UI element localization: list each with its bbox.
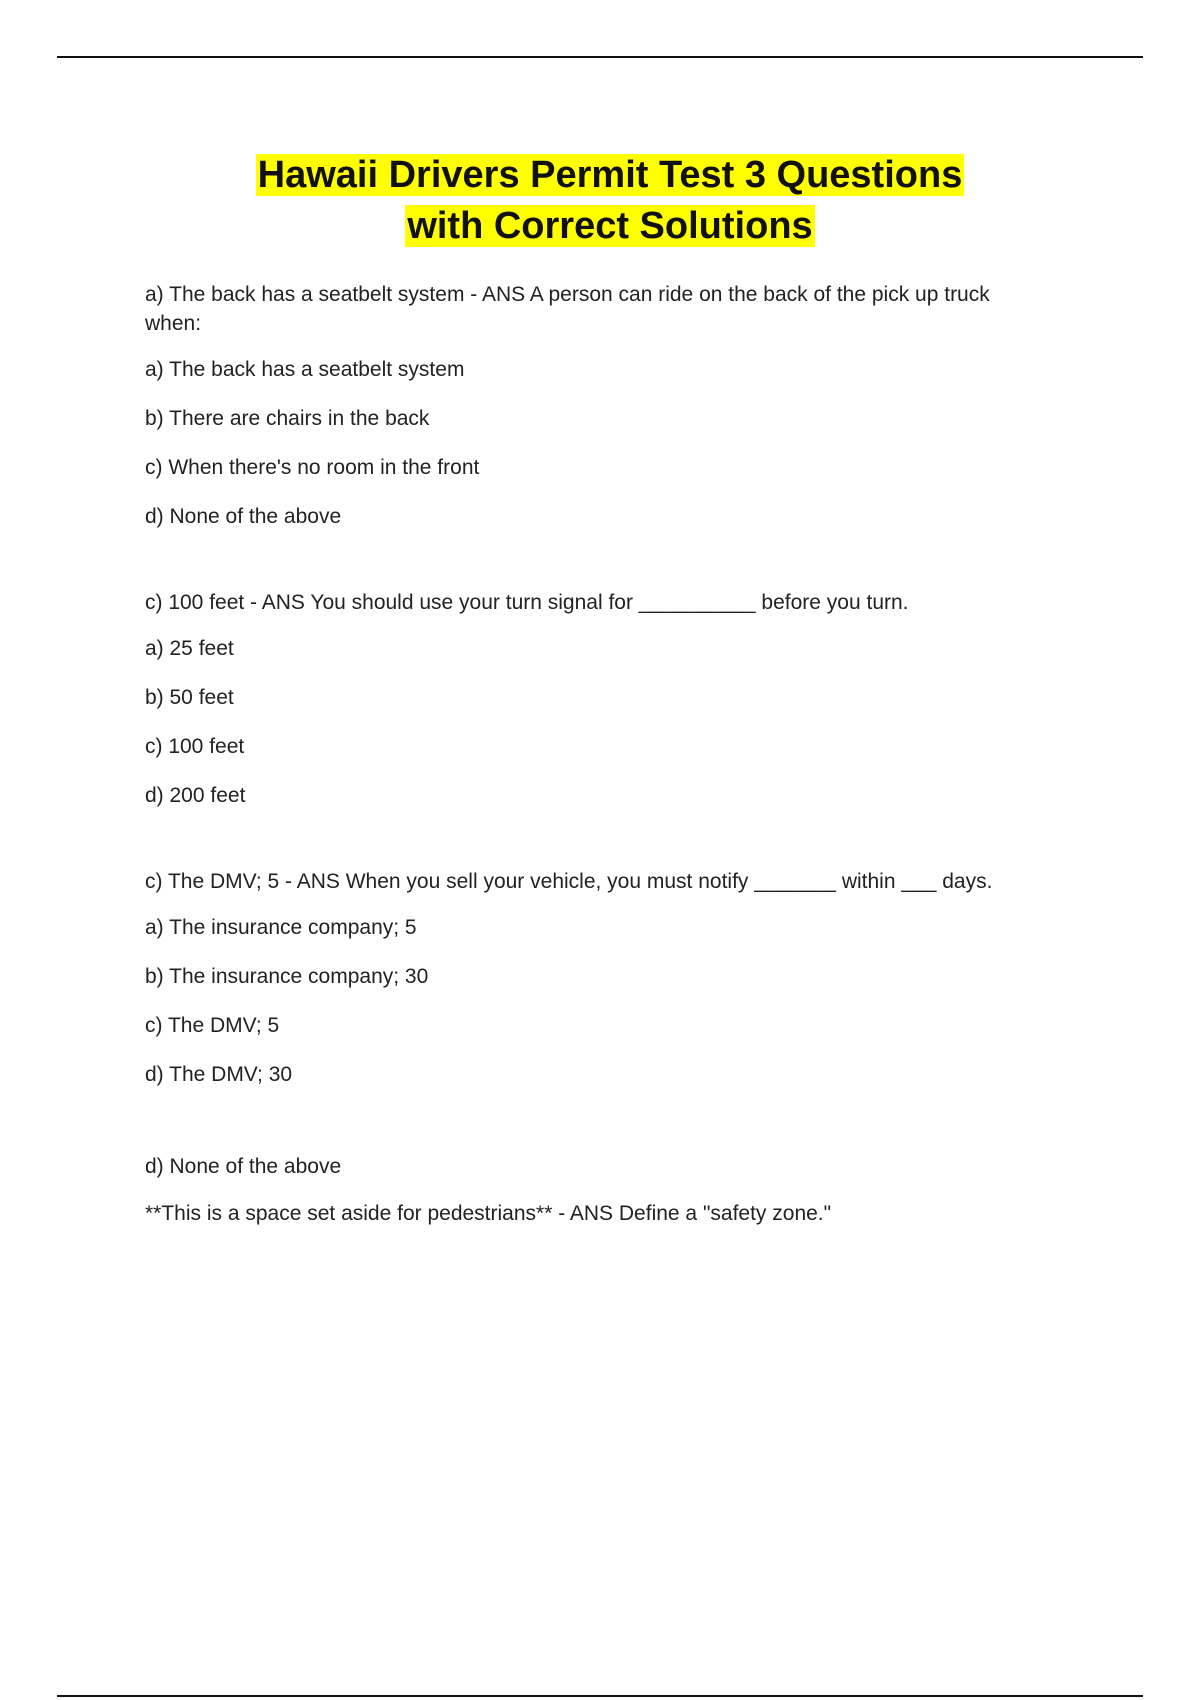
title-line-2: with Correct Solutions <box>407 205 813 247</box>
answer-option: c) When there's no room in the front <box>145 456 480 479</box>
question-text: c) 100 feet - ANS You should use your turn signal for __________ before you turn. <box>145 591 909 614</box>
header-rule <box>57 56 1143 58</box>
answer-option: c) 100 feet <box>145 735 245 758</box>
question-block-3 <box>145 867 1045 1089</box>
answer-option: a) The back has a seatbelt system <box>145 358 465 381</box>
answer-option: b) 50 feet <box>145 686 234 709</box>
question-block-1 <box>145 280 1045 531</box>
question-text: **This is a space set aside for pedestrians** - ANS Define a "safety zone." <box>145 1202 832 1225</box>
question-text: a) The back has a seatbelt system - ANS A person can ride on the back of the pick up truck when: <box>145 283 990 335</box>
answer-option: c) The DMV; 5 <box>145 1014 280 1037</box>
answer-option: b) There are chairs in the back <box>145 407 430 430</box>
question-block-4 <box>145 1152 1045 1228</box>
answer-option: a) 25 feet <box>145 637 234 660</box>
page-title <box>145 150 1075 252</box>
footer-rule <box>57 1695 1143 1697</box>
answer-option: b) The insurance company; 30 <box>145 965 429 988</box>
answer-option: d) 200 feet <box>145 784 246 807</box>
title-line-1: Hawaii Drivers Permit Test 3 Questions <box>257 154 963 196</box>
answer-option: d) The DMV; 30 <box>145 1063 293 1086</box>
question-list <box>145 280 1045 1245</box>
answer-option: a) The insurance company; 5 <box>145 916 417 939</box>
answer-option: d) None of the above <box>145 505 342 528</box>
question-text: c) The DMV; 5 - ANS When you sell your vehicle, you must notify _______ within ___ days. <box>145 870 993 893</box>
question-block-2 <box>145 588 1045 810</box>
answer-line: d) None of the above <box>145 1155 342 1178</box>
